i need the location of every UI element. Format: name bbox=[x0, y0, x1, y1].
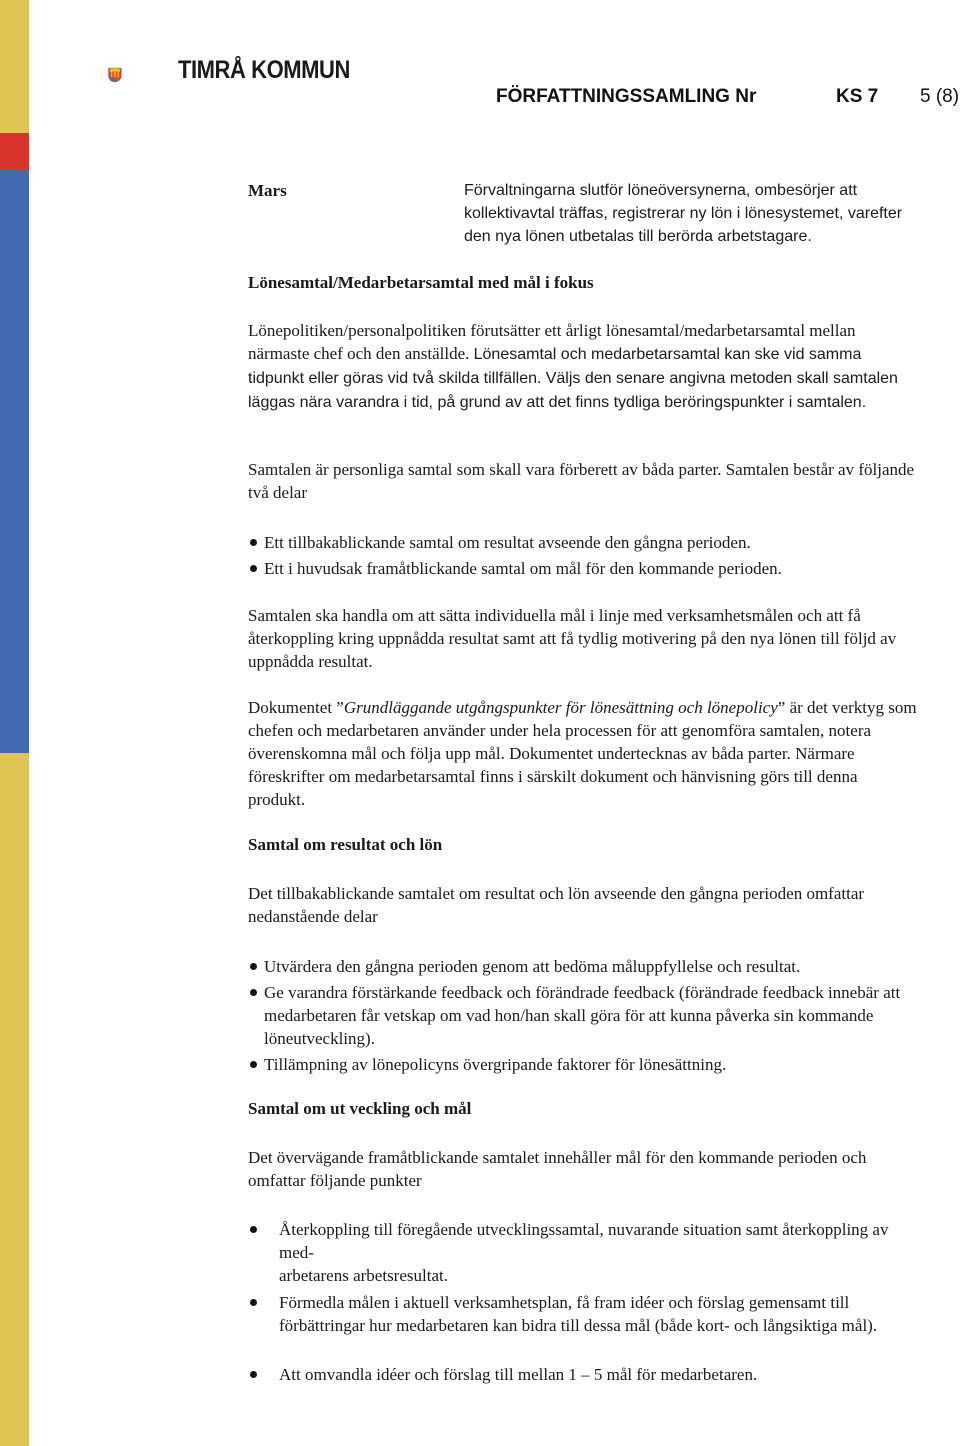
section-heading-2: Samtal om resultat och lön bbox=[248, 835, 443, 854]
bullet-icon bbox=[250, 1371, 257, 1378]
paragraph-6: Det övervägande framåtblickande samtalet innehåller mål för den kommande perioden och omfattar följande punkter bbox=[248, 1148, 867, 1190]
bullet-icon bbox=[250, 1061, 257, 1068]
paragraph-1 bbox=[248, 319, 918, 414]
section-heading-3: Samtal om ut veckling och mål bbox=[248, 1099, 472, 1118]
paragraph-2: Samtalen är personliga samtal som skall vara förberett av båda parter. Samtalen består av följande två delar bbox=[248, 460, 915, 502]
list-item: Återkoppling till föregående utvecklingssamtal, nuvarande situation samt återkoppling av med- bbox=[279, 1220, 889, 1262]
paragraph-4-post: ” är det verktyg som chefen och medarbetaren använder under hela processen för att genomföra samtalen, notera överenskomna mål och följa upp mål. Dokumentet undertecknas av båda parter. Närmare föreskrifter om medarbetarsamtal finns i särskilt dokument och hänvisning görs till denna produkt. bbox=[248, 698, 917, 809]
collection-number: KS 7 bbox=[836, 86, 879, 107]
brand-name: TIMRÅ KOMMUN bbox=[178, 56, 350, 84]
paragraph-1-part-b: Lönesamtal och medarbetarsamtal kan ske vid samma tidpunkt eller göras vid två skilda tillfällen. bbox=[248, 346, 862, 387]
bullet-icon bbox=[250, 963, 257, 970]
municipality-logo-icon bbox=[108, 44, 170, 106]
stripe-yellow-top bbox=[0, 0, 29, 133]
section-heading-1: Lönesamtal/Medarbetarsamtal med mål i fokus bbox=[248, 273, 594, 292]
paragraph-4-pre: Dokumentet ” bbox=[248, 698, 344, 717]
bullet-icon bbox=[250, 1226, 257, 1233]
stripe-yellow-bottom bbox=[0, 753, 29, 1446]
stripe-red bbox=[0, 133, 29, 170]
list-item: Ett i huvudsak framåtblickande samtal om mål för den kommande perioden. bbox=[264, 559, 782, 578]
list-item: Ge varandra förstärkande feedback och förändrade feedback (förändrade feedback innebär att medarbetaren får vetskap om vad hon/han skall göra för att kunna påverka sin kommande löneutveckling). bbox=[264, 983, 901, 1048]
list-item: Ett tillbakablickande samtal om resultat avseende den gångna perioden. bbox=[264, 533, 751, 552]
list-item-continuation: arbetarens arbetsresultat. bbox=[279, 1266, 448, 1285]
paragraph-4 bbox=[248, 696, 918, 811]
list-item: Att omvandla idéer och förslag till mellan 1 – 5 mål för medarbetaren. bbox=[279, 1365, 758, 1384]
month-text: Förvaltningarna slutför löneöversynerna, ombesörjer att kollektivavtal träffas, registrerar ny lön i lönesystemet, varefter den nya lönen utbetalas till berörda arbetstagare. bbox=[464, 182, 903, 245]
bullet-icon bbox=[250, 539, 257, 546]
list-item: Förmedla målen i aktuell verksamhetsplan, få fram idéer och förslag gemensamt till förbättringar hur medarbetaren kan bidra till dessa mål (både kort- och långsiktiga mål). bbox=[279, 1293, 878, 1335]
paragraph-3: Samtalen ska handla om att sätta individuella mål i linje med verksamhetsmålen och att få återkoppling kring uppnådda resultat samt att få tydlig motivering på den nya lönen till följd av uppnådda resultat. bbox=[248, 606, 897, 671]
list-item: Tillämpning av lönepolicyns övergripande faktorer för lönesättning. bbox=[264, 1055, 727, 1074]
paragraph-1-part-a: Lönepolitiken/personalpolitiken förutsätter ett årligt lönesamtal/medarbetarsamtal mellan närmaste chef och den anställde. bbox=[248, 321, 856, 363]
page-number: 5 (8) bbox=[920, 86, 960, 107]
month-label: Mars bbox=[248, 181, 287, 200]
bullet-icon bbox=[250, 989, 257, 996]
paragraph-1-part-c: Väljs den senare angivna metoden skall samtalen läggas nära varandra i tid, på grund av att det finns tydliga beröringspunkter i samtalen. bbox=[248, 370, 898, 411]
bullet-icon bbox=[250, 1299, 257, 1306]
document-title: Grundläggande utgångspunkter för lönesättning och lönepolicy bbox=[343, 698, 778, 717]
list-item: Utvärdera den gångna perioden genom att bedöma måluppfyllelse och resultat. bbox=[264, 957, 801, 976]
stripe-blue bbox=[0, 170, 29, 753]
paragraph-5: Det tillbakablickande samtalet om resultat och lön avseende den gångna perioden omfattar nedanstående delar bbox=[248, 884, 865, 926]
bullet-icon bbox=[250, 565, 257, 572]
collection-title: FÖRFATTNINGSSAMLING Nr bbox=[496, 86, 757, 107]
